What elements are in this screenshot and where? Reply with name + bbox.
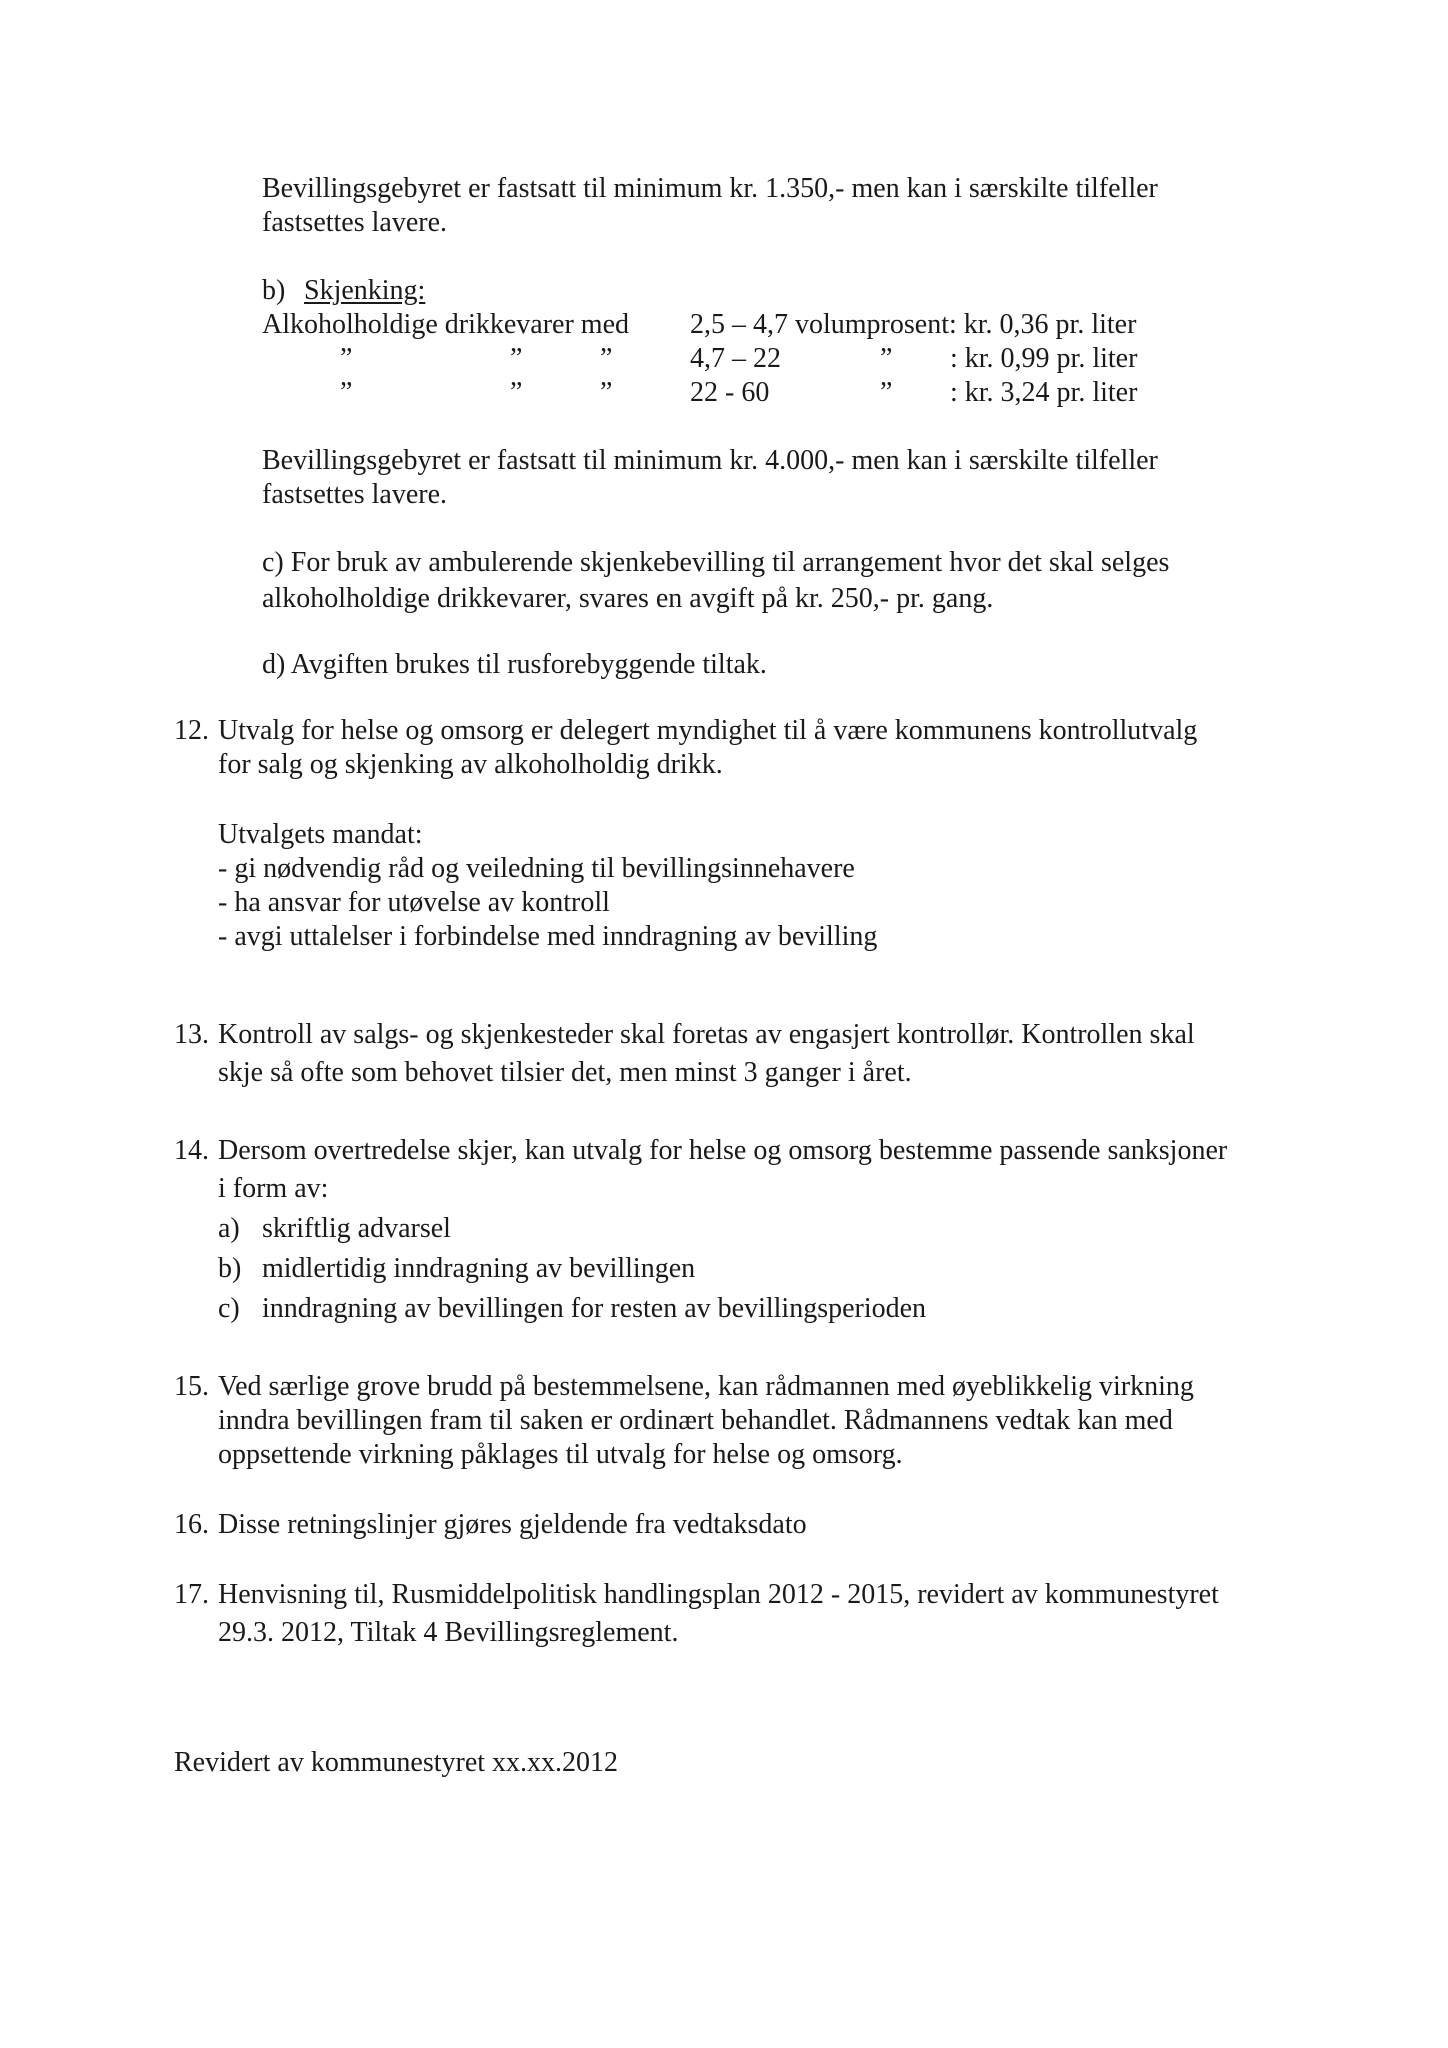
- ditto-mark: ”: [510, 377, 523, 408]
- ditto-mark: ”: [880, 343, 893, 374]
- section-b-heading: Skjenking:: [304, 275, 426, 306]
- sanction-marker: a): [218, 1213, 240, 1244]
- rate-row-1-value: 2,5 – 4,7 volumprosent: kr. 0,36 pr. liter: [690, 309, 1137, 340]
- ditto-mark: ”: [340, 343, 353, 374]
- rate-row-2-value: : kr. 0,99 pr. liter: [950, 343, 1138, 374]
- item-15-line1: Ved særlige grove brudd på bestemmelsene, kan rådmannen med øyeblikkelig virkning: [218, 1371, 1194, 1402]
- ditto-mark: ”: [880, 377, 893, 408]
- mandate-item: - gi nødvendig råd og veiledning til bevillingsinnehavere: [218, 853, 855, 884]
- sanction-text: inndragning av bevillingen for resten av bevillingsperioden: [262, 1293, 927, 1324]
- item-14-line1: Dersom overtredelse skjer, kan utvalg for helse og omsorg bestemme passende sanksjoner: [218, 1135, 1228, 1166]
- item-15-line2: inndra bevillingen fram til saken er ordinært behandlet. Rådmannens vedtak kan med: [218, 1405, 1173, 1436]
- ditto-mark: ”: [600, 377, 613, 408]
- sanction-marker: b): [218, 1253, 242, 1284]
- item-14-number: 14.: [174, 1135, 209, 1166]
- fee-text-a-line1: Bevillingsgebyret er fastsatt til minimum kr. 1.350,- men kan i særskilte tilfeller: [262, 173, 1158, 204]
- mandate-item: - avgi uttalelser i forbindelse med inndragning av bevilling: [218, 921, 878, 952]
- section-b-marker: b): [262, 275, 286, 306]
- rate-row-3-value: : kr. 3,24 pr. liter: [950, 377, 1138, 408]
- section-d-line1: d) Avgiften brukes til rusforebyggende tiltak.: [262, 649, 767, 680]
- item-14-line2: i form av:: [218, 1173, 329, 1204]
- ditto-mark: ”: [510, 343, 523, 374]
- rate-row-1-label: Alkoholholdige drikkevarer med: [262, 309, 630, 340]
- section-c-line2: alkoholholdige drikkevarer, svares en avgift på kr. 250,- pr. gang.: [262, 583, 994, 614]
- ditto-mark: ”: [600, 343, 613, 374]
- item-16-number: 16.: [174, 1509, 209, 1540]
- sanction-text: skriftlig advarsel: [262, 1213, 451, 1244]
- fee-text-b-line2: fastsettes lavere.: [262, 479, 448, 510]
- revision-note: Revidert av kommunestyret xx.xx.2012: [174, 1747, 619, 1778]
- mandate-title: Utvalgets mandat:: [218, 819, 423, 850]
- mandate-item: - ha ansvar for utøvelse av kontroll: [218, 887, 610, 918]
- fee-text-b-line1: Bevillingsgebyret er fastsatt til minimum kr. 4.000,- men kan i særskilte tilfeller: [262, 445, 1158, 476]
- sanction-text: midlertidig inndragning av bevillingen: [262, 1253, 696, 1284]
- rate-row-2-range: 4,7 – 22: [690, 343, 781, 374]
- item-13-line2: skje så ofte som behovet tilsier det, men minst 3 ganger i året.: [218, 1057, 912, 1088]
- item-13-line1: Kontroll av salgs- og skjenkesteder skal foretas av engasjert kontrollør. Kontrollen skal: [218, 1019, 1195, 1050]
- section-c-line1: c) For bruk av ambulerende skjenkebevilling til arrangement hvor det skal selges: [262, 547, 1170, 578]
- item-17-line2: 29.3. 2012, Tiltak 4 Bevillingsreglement.: [218, 1617, 679, 1648]
- rate-row-3-range: 22 - 60: [690, 377, 770, 408]
- item-17-line1: Henvisning til, Rusmiddelpolitisk handlingsplan 2012 - 2015, revidert av kommunestyret: [218, 1579, 1219, 1610]
- item-15-number: 15.: [174, 1371, 209, 1402]
- fee-text-a-line2: fastsettes lavere.: [262, 207, 448, 238]
- item-12-line1: Utvalg for helse og omsorg er delegert myndighet til å være kommunens kontrollutvalg: [218, 715, 1198, 746]
- item-12-number: 12.: [174, 715, 209, 746]
- item-12-line2: for salg og skjenking av alkoholholdig drikk.: [218, 749, 723, 780]
- item-15-line3: oppsettende virkning påklages til utvalg for helse og omsorg.: [218, 1439, 903, 1470]
- ditto-mark: ”: [340, 377, 353, 408]
- item-13-number: 13.: [174, 1019, 209, 1050]
- item-16-line1: Disse retningslinjer gjøres gjeldende fra vedtaksdato: [218, 1509, 807, 1540]
- sanction-marker: c): [218, 1293, 240, 1324]
- item-17-number: 17.: [174, 1579, 209, 1610]
